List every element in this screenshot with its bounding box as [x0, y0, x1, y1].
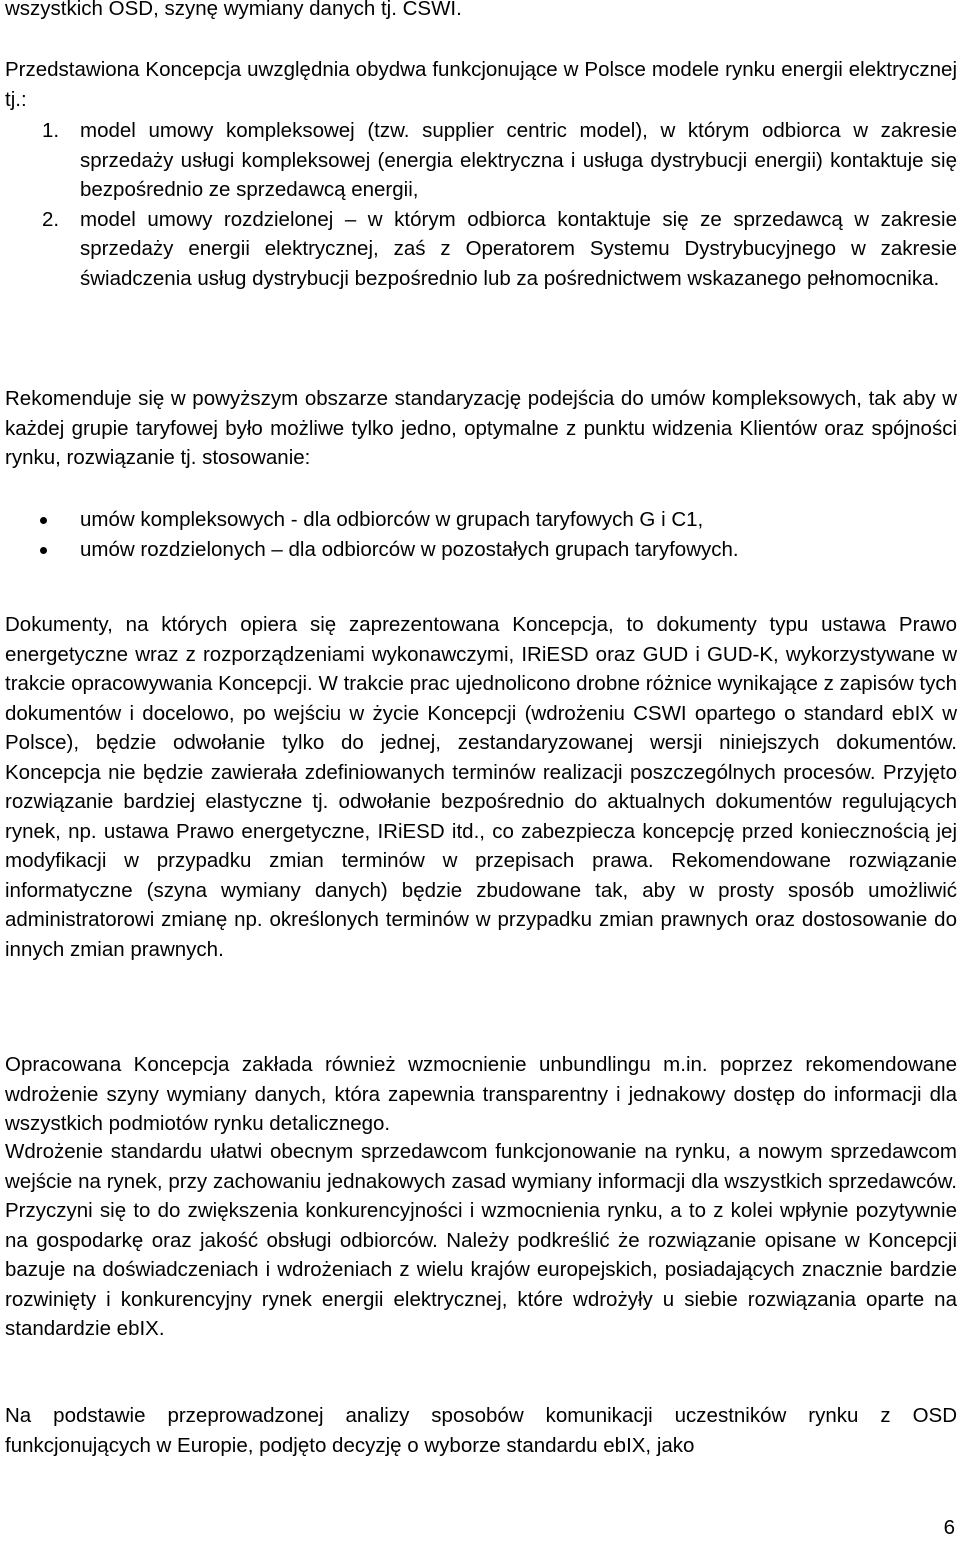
documents-paragraph: Dokumenty, na których opiera się zaprezentowana Koncepcja, to dokumenty typu ustawa Prawo energetyczne wraz z rozporządzeniami wykonawczymi, IRiESD oraz GUD i GUD-K, wykorzystywane w trakcie opracowywania Koncepcji. W trakcie prac ujednolicono drobne różnice wynikające z zapisów tych dokumentów i docelowo, po wejściu w życie Koncepcji (wdrożeniu CSWI opartego o standard ebIX w Polsce), będzie odwołanie tylko do jednej, zestandaryzowanej wersji niniejszych dokumentów. Koncepcja nie będzie zawierała zdefiniowanych terminów realizacji poszczególnych procesów. Przyjęto rozwiązanie bardziej elastyczne tj. odwołanie bezpośrednio do aktualnych dokumentów regulujących rynek, np. ustawa Prawo energetyczne, IRiESD itd., co zabezpiecza koncepcję przed koniecznością jej modyfikacji w przypadku zmian terminów w przepisach prawa. Rekomendowane rozwiązanie informatyczne (szyna wymiany danych) będzie zbudowane tak, aby w prosty sposób umożliwić administratorowi zmianę np. określonych terminów w przypadku zmian prawnych oraz dostosowanie do innych zmian prawnych.	[5, 613, 957, 961]
intro-line: wszystkich OSD, szynę wymiany danych tj. CSWI.	[5, 0, 462, 20]
list-number: 1.	[42, 119, 60, 142]
analysis-paragraph: Na podstawie przeprowadzonej analizy sposobów komunikacji uczestników rynku z OSD funkcjonujących w Europie, podjęto decyzję o wyborze standardu ebIX, jako	[5, 1404, 957, 1457]
models-intro-paragraph: Przedstawiona Koncepcja uwzględnia obydwa funkcjonujące w Polsce modele rynku energii elektrycznej tj.:	[5, 58, 957, 111]
list-item	[0, 535, 957, 565]
page-number: 6	[943, 1516, 955, 1539]
list-number: 2.	[42, 207, 60, 231]
market-models-list	[0, 116, 957, 293]
bullet-icon	[40, 547, 47, 554]
contract-types-list	[0, 505, 957, 565]
list-item	[0, 116, 957, 205]
recommendation-paragraph: Rekomenduje się w powyższym obszarze standaryzację podejścia do umów kompleksowych, tak aby w każdej grupie taryfowej było możliwe tylko jedno, optymalne z punktu widzenia Klientów oraz spójności rynku, rozwiązanie tj. stosowanie:	[5, 387, 957, 469]
list-item	[0, 505, 957, 535]
list-item-text: model umowy kompleksowej (tzw. supplier centric model), w którym odbiorca w zakresie sprzedaży usługi kompleksowej (energia elektryczna i usługa dystrybucji energii) kontaktuje się bezpośrednio ze sprzedawcą energii,	[80, 119, 957, 201]
list-item-text: umów kompleksowych - dla odbiorców w grupach taryfowych G i C1,	[80, 508, 704, 531]
list-item-text: model umowy rozdzielonej – w którym odbiorca kontaktuje się ze sprzedawcą w zakresie sprzedaży energii elektrycznej, zaś z Operatorem Systemu Dystrybucyjnego w zakresie świadczenia usług dystrybucji bezpośrednio lub za pośrednictwem wskazanego pełnomocnika.	[80, 207, 957, 290]
list-item	[0, 205, 957, 294]
standard-paragraph: Wdrożenie standardu ułatwi obecnym sprzedawcom funkcjonowanie na rynku, a nowym sprzedawcom wejście na rynek, przy zachowaniu jednakowych zasad wymiany informacji dla wszystkich sprzedawców. Przyczyni się to do zwiększenia konkurencyjności i wzmocnienia rynku, a to z kolei wpłynie pozytywnie na gospodarkę oraz jakość obsługi odbiorców. Należy podkreślić że rozwiązanie opisane w Koncepcji bazuje na doświadczeniach i wdrożeniach z wielu krajów europejskich, posiadających znacznie bardzie rozwinięty i konkurencyjny rynek energii elektrycznej, które wdrożyły u siebie rozwiązania oparte na standardzie ebIX.	[5, 1140, 957, 1340]
unbundling-paragraph: Opracowana Koncepcja zakłada również wzmocnienie unbundlingu m.in. poprzez rekomendowane wdrożenie szyny wymiany danych, która zapewnia transparentny i jednakowy dostęp do informacji dla wszystkich podmiotów rynku detalicznego.	[5, 1053, 957, 1135]
list-item-text: umów rozdzielonych – dla odbiorców w pozostałych grupach taryfowych.	[80, 538, 739, 561]
bullet-icon	[40, 517, 47, 524]
